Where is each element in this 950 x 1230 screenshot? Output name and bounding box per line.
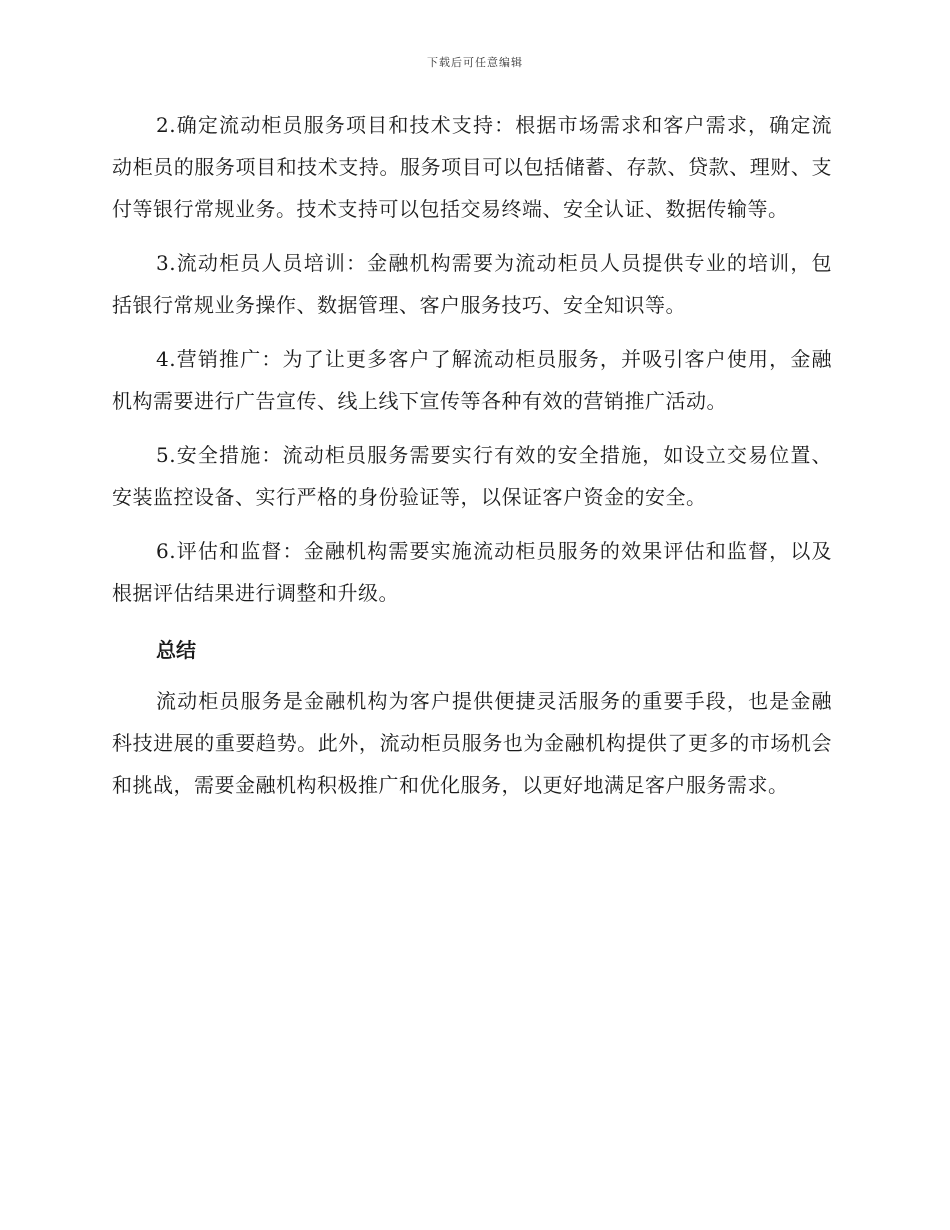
page-header: 下载后可任意编辑 [427,56,523,69]
paragraph-5-security: 5.安全措施：流动柜员服务需要实行有效的安全措施，如设立交易位置、安装监控设备、实行严格的身份验证等，以保证客户资金的安全。 [112,443,832,509]
summary-paragraph: 流动柜员服务是金融机构为客户提供便捷灵活服务的重要手段，也是金融科技进展的重要趋势。此外，流动柜员服务也为金融机构提供了更多的市场机会和挑战，需要金融机构积极推广和优化服务，以更好地满足客户服务需求。 [112,689,832,797]
document-body [112,104,832,806]
paragraph-6-evaluation: 6.评估和监督：金融机构需要实施流动柜员服务的效果评估和监督，以及根据评估结果进行调整和升级。 [112,539,832,605]
paragraph-3-staff-training: 3.流动柜员人员培训：金融机构需要为流动柜员人员提供专业的培训，包括银行常规业务操作、数据管理、客户服务技巧、安全知识等。 [112,251,832,317]
summary-heading: 总结 [156,638,196,662]
paragraph-2-service-items: 2.确定流动柜员服务项目和技术支持：根据市场需求和客户需求，确定流动柜员的服务项目和技术支持。服务项目可以包括储蓄、存款、贷款、理财、支付等银行常规业务。技术支持可以包括交易终端、安全认证、数据传输等。 [112,113,832,221]
paragraph-4-marketing: 4.营销推广：为了让更多客户了解流动柜员服务，并吸引客户使用，金融机构需要进行广告宣传、线上线下宣传等各种有效的营销推广活动。 [112,347,832,413]
